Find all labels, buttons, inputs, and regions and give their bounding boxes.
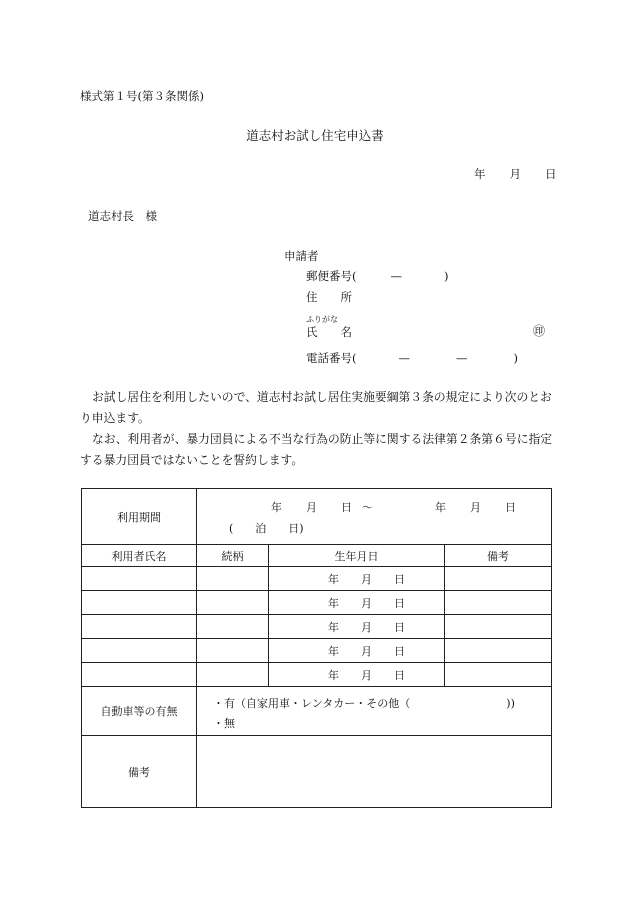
vehicle-label: 自動車等の有無 [82, 687, 197, 736]
period-start-month: 月 [306, 501, 317, 514]
birth-day: 日 [394, 668, 405, 682]
remarks-cell[interactable] [445, 591, 552, 615]
birthdate-cell[interactable] [269, 639, 445, 663]
date-month-label: 月 [509, 167, 521, 181]
header-birthdate: 生年月日 [269, 545, 445, 567]
relationship-cell[interactable] [197, 663, 269, 687]
birthdate-cell[interactable] [269, 591, 445, 615]
phone-dash-2: — [456, 351, 468, 365]
furigana-label: ふりがな [306, 315, 338, 324]
relationship-cell[interactable] [197, 591, 269, 615]
relationship-cell[interactable] [197, 639, 269, 663]
addressee: 道志村長 様 [88, 209, 157, 223]
remarks-cell[interactable] [445, 615, 552, 639]
usage-period-label: 利用期間 [82, 489, 197, 545]
period-start-year: 年 [271, 501, 282, 514]
birth-month: 月 [361, 596, 372, 610]
vehicle-yes-close: )) [506, 697, 515, 710]
postal-code-label: 郵便番号( [306, 269, 357, 283]
user-name-cell[interactable] [82, 615, 197, 639]
name-field[interactable] [306, 324, 352, 340]
vehicle-field[interactable] [197, 687, 552, 736]
period-nights: 泊 [255, 522, 267, 535]
birth-year: 年 [328, 668, 339, 682]
birth-year: 年 [328, 596, 339, 610]
phone-close: ) [513, 351, 518, 365]
period-open-paren: ( [229, 522, 234, 535]
date-day-label: 日 [545, 167, 557, 181]
table-row [82, 639, 552, 663]
form-number: 様式第１号(第３条関係) [80, 89, 204, 103]
birth-month: 月 [361, 644, 372, 658]
birth-month: 月 [361, 668, 372, 682]
period-start-day: 日 [341, 501, 352, 514]
vehicle-no-option[interactable]: ・無 [213, 717, 235, 730]
header-user-name: 利用者氏名 [82, 545, 197, 567]
birth-day: 日 [394, 644, 405, 658]
phone-label: 電話番号( [306, 351, 357, 365]
notes-field[interactable] [197, 736, 552, 808]
submission-date[interactable] [474, 166, 557, 182]
birthdate-cell[interactable] [269, 615, 445, 639]
table-row [82, 591, 552, 615]
postal-close: ) [444, 269, 449, 283]
birth-year: 年 [328, 572, 339, 586]
postal-code-field[interactable] [306, 268, 449, 284]
header-remarks: 備考 [445, 545, 552, 567]
vehicle-yes-option[interactable]: ・有（自家用車・レンタカー・その他（ [213, 697, 411, 710]
birth-day: 日 [394, 596, 405, 610]
page-title: 道志村お試し住宅申込書 [246, 128, 384, 143]
applicant-label: 申請者 [284, 249, 319, 263]
pledge-statement: なお、利用者が、暴力団員による不当な行為の防止等に関する法律第２条第６号に指定する暴力団員ではないことを誓約します。 [80, 432, 553, 467]
period-end-year: 年 [435, 501, 446, 514]
period-tilde: ～ [362, 501, 373, 514]
application-statement: お試し居住を利用したいので、道志村お試し居住実施要綱第３条の規定により次のとおり申込ます。 [80, 390, 552, 425]
remarks-cell[interactable] [445, 567, 552, 591]
address-field[interactable] [306, 289, 352, 305]
birth-month: 月 [361, 572, 372, 586]
user-name-cell[interactable] [82, 567, 197, 591]
notes-label: 備考 [82, 736, 197, 808]
birth-year: 年 [328, 620, 339, 634]
period-days: 日) [288, 522, 304, 535]
remarks-cell[interactable] [445, 663, 552, 687]
birth-month: 月 [361, 620, 372, 634]
table-row [82, 567, 552, 591]
application-table [81, 488, 552, 808]
date-year-label: 年 [474, 167, 486, 181]
birthdate-cell[interactable] [269, 663, 445, 687]
period-end-day: 日 [505, 501, 516, 514]
table-row [82, 615, 552, 639]
postal-dash: — [390, 269, 402, 283]
table-row [82, 663, 552, 687]
relationship-cell[interactable] [197, 567, 269, 591]
birth-year: 年 [328, 644, 339, 658]
phone-field[interactable] [306, 350, 518, 366]
usage-period-field[interactable] [197, 489, 552, 545]
seal-mark: ㊞ [533, 324, 546, 338]
relationship-cell[interactable] [197, 615, 269, 639]
user-name-cell[interactable] [82, 639, 197, 663]
address-label: 住 所 [306, 290, 352, 304]
remarks-cell[interactable] [445, 639, 552, 663]
user-name-cell[interactable] [82, 591, 197, 615]
birth-day: 日 [394, 572, 405, 586]
name-label: 氏 名 [306, 325, 352, 339]
header-relationship: 続柄 [197, 545, 269, 567]
user-name-cell[interactable] [82, 663, 197, 687]
birth-day: 日 [394, 620, 405, 634]
birthdate-cell[interactable] [269, 567, 445, 591]
period-end-month: 月 [470, 501, 481, 514]
phone-dash-1: — [398, 351, 410, 365]
